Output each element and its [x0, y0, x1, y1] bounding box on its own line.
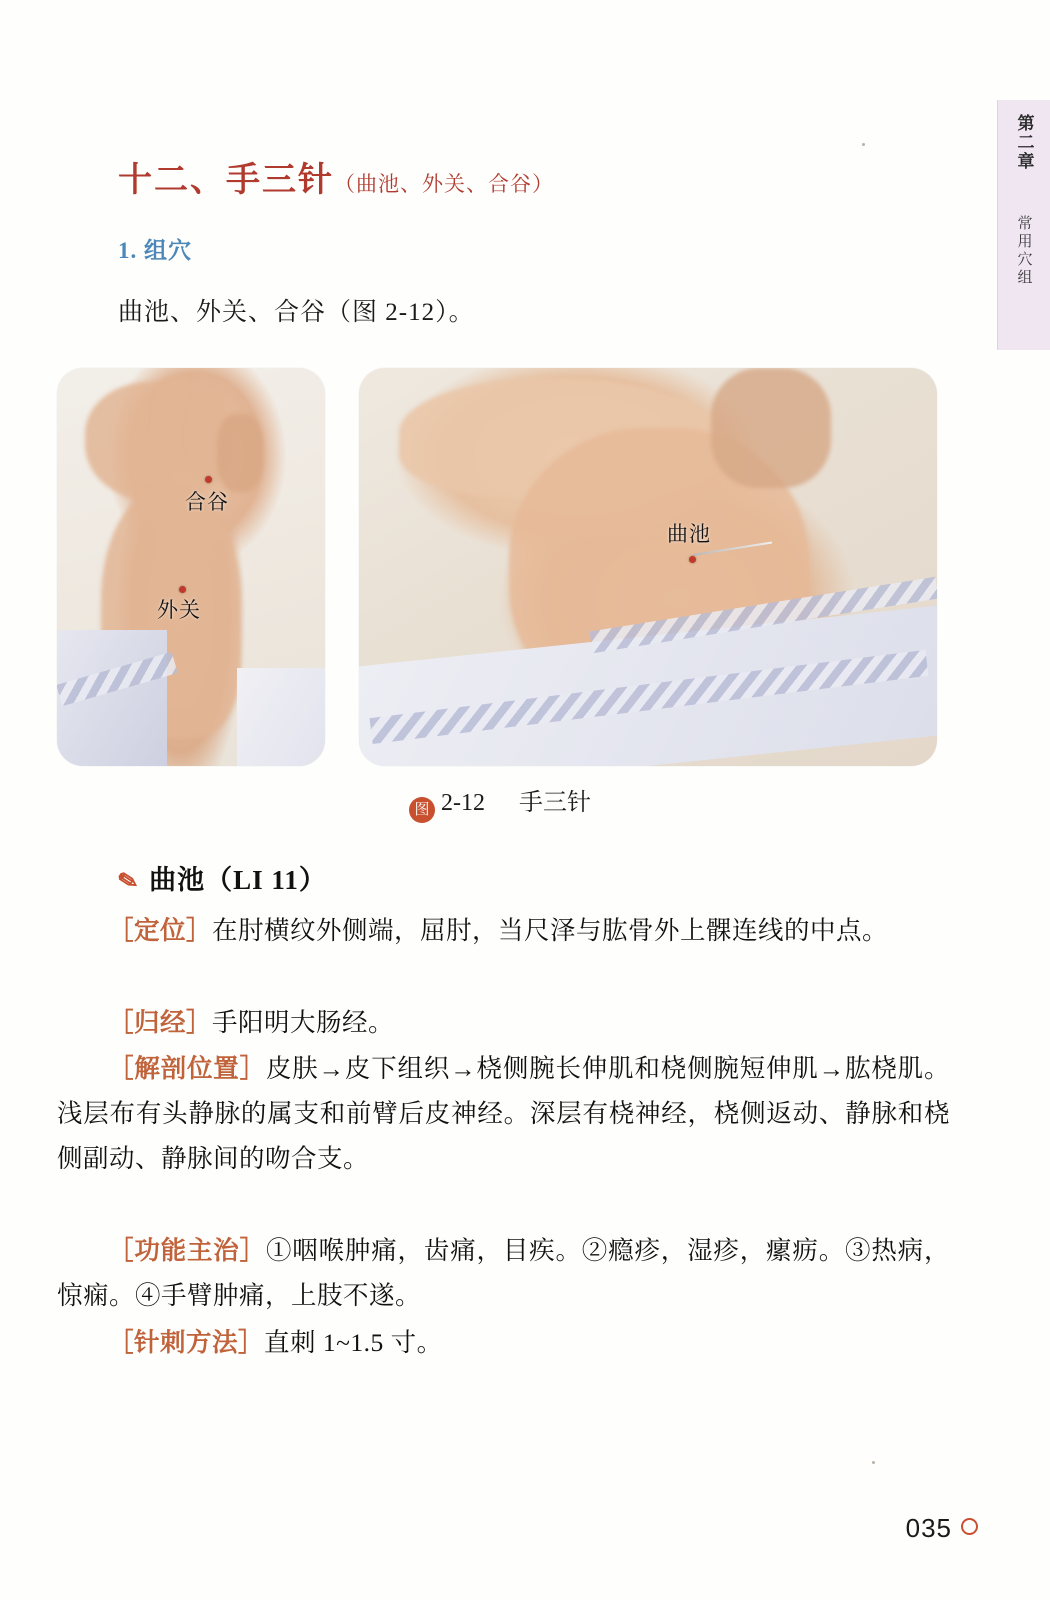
figure-2-12	[57, 368, 937, 768]
acupoint-entry-guijing	[57, 1000, 950, 1045]
acupoint-entry-jiepou	[57, 1046, 950, 1181]
acupoint-entry-zhenci	[57, 1320, 950, 1365]
figure-icon: 图	[409, 797, 435, 823]
chapter-side-tab	[997, 100, 1050, 350]
acupoint-label-hegu: 合谷	[185, 491, 229, 514]
photo-hand-forearm	[57, 368, 325, 766]
entry-tag-guijing: ［归经］	[108, 1008, 213, 1037]
acupoint-label-waiguan: 外关	[157, 599, 201, 622]
acupoint-entry-dingwei	[57, 908, 950, 953]
figure-caption	[0, 782, 1000, 823]
page-number	[906, 1513, 978, 1544]
acupoint-entry-gongneng	[57, 1228, 950, 1318]
entry-text-dingwei: 在肘横纹外侧端，屈肘，当尺泽与肱骨外上髁连线的中点。	[212, 916, 889, 945]
chapter-title: 第二章	[1014, 114, 1034, 171]
photo-elbow	[359, 368, 937, 766]
page-title-main: 十二、手三针	[118, 162, 334, 199]
acupoint-heading-text: 曲池（LI 11）	[149, 865, 327, 895]
entry-text-gongneng: ①咽喉肿痛，齿痛，目疾。②瘾疹，湿疹，瘰疬。③热病，惊痫。④手臂肿痛，上肢不遂。	[57, 1236, 950, 1310]
entry-tag-jiepou: ［解剖位置］	[108, 1054, 266, 1083]
entry-text-jiepou: 皮肤→皮下组织→桡侧腕长伸肌和桡侧腕短伸肌→肱桡肌。浅层布有头静脉的属支和前臂后皮神经。深层有桡神经，桡侧返动、静脉和桡侧副动、静脉间的吻合支。	[57, 1054, 950, 1173]
entry-tag-dingwei: ［定位］	[108, 916, 213, 945]
acupoint-dot-waiguan	[179, 586, 186, 593]
page-number-dot-icon	[961, 1518, 978, 1535]
section-label-zuxue: 1. 组穴	[118, 238, 192, 263]
acupoint-label-quchi: 曲池	[667, 523, 711, 546]
entry-tag-zhenci: ［针刺方法］	[108, 1328, 265, 1357]
figure-number: 2-12	[441, 790, 485, 816]
page-number-text: 035	[905, 1513, 952, 1543]
entry-tag-gongneng: ［功能主治］	[108, 1236, 266, 1265]
section-body-zuxue: 曲池、外关、合谷（图 2-12）。	[118, 299, 475, 326]
acupoint-dot-hegu	[205, 476, 212, 483]
chapter-subtitle: 常用穴组	[1015, 215, 1032, 287]
page-title	[118, 152, 554, 201]
figure-title: 手三针	[519, 790, 591, 816]
entry-text-zhenci: 直刺 1~1.5 寸。	[264, 1328, 443, 1357]
page-speck	[862, 143, 865, 146]
acupoint-dot-quchi	[689, 556, 696, 563]
entry-text-guijing: 手阳明大肠经。	[212, 1008, 395, 1037]
acupoint-heading-quchi	[115, 858, 327, 897]
page-title-parenthetical: （曲池、外关、合谷）	[334, 172, 554, 196]
page-speck	[872, 1461, 875, 1464]
needle-icon: ✎	[115, 867, 142, 897]
